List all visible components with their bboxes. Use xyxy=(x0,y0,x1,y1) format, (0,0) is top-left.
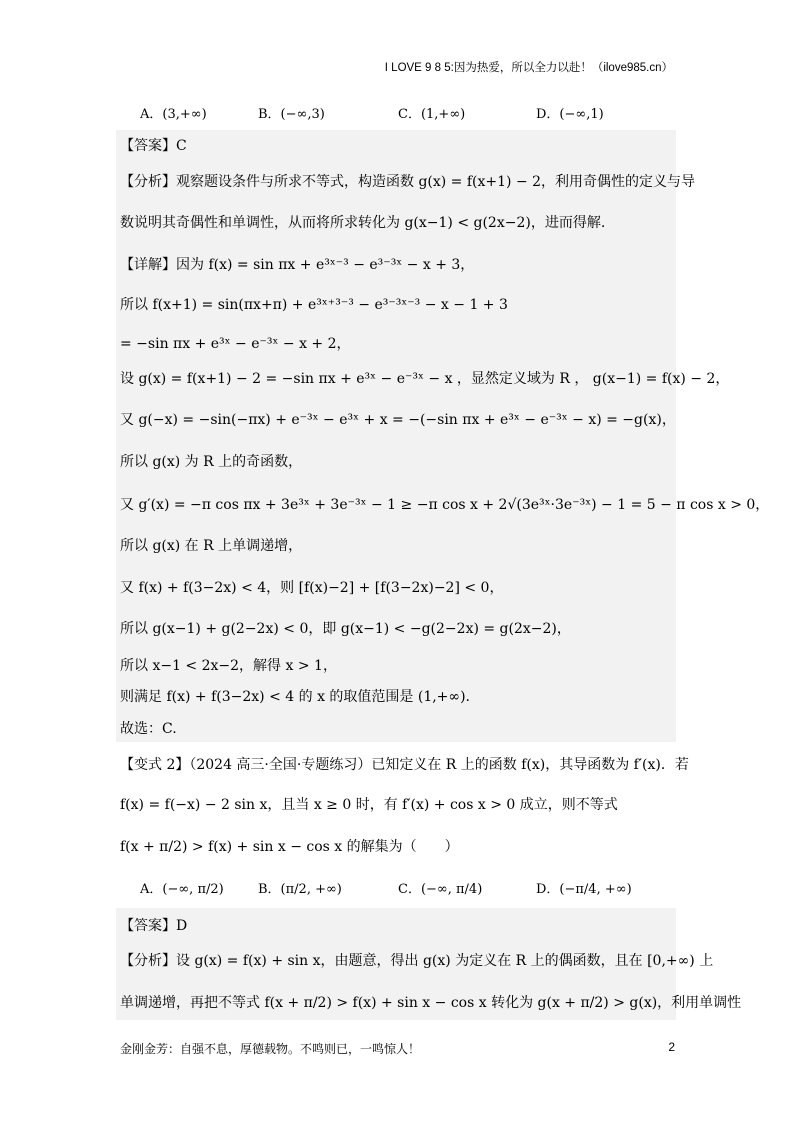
q1-detail-line-2: 所以 f(x+1) = sin(πx+π) + e³ˣ⁺³⁻³ − e³⁻³ˣ⁻³ − x − 1 + 3 xyxy=(120,297,508,313)
option-d: D．(−π/4, +∞) xyxy=(536,882,632,897)
option-b: B．(π/2, +∞) xyxy=(258,882,342,897)
option-a: A．(−∞, π/2) xyxy=(140,882,224,897)
q1-detail-line-6: 所以 g(x) 为 R 上的奇函数， xyxy=(120,454,303,470)
q1-detail-line-12: 则满足 f(x) + f(3−2x) < 4 的 x 的取值范围是 (1,+∞). xyxy=(120,689,470,705)
q1-detail-line-9: 又 f(x) + f(3−2x) < 4，则 [f(x)−2] + [f(3−2x)−2] < 0， xyxy=(120,580,504,596)
option-c: C．(1,+∞) xyxy=(398,107,466,122)
option-c: C．(−∞, π/4) xyxy=(398,882,483,897)
q2-analysis-line-1: 【分析】设 g(x) = f(x) + sin x，由题意，得出 g(x) 为定义在 R 上的偶函数，且在 [0,+∞) 上 xyxy=(120,953,714,969)
q2-stem-line-1: 【变式 2】（2024 高三·全国·专题练习）已知定义在 R 上的函数 f(x)，其导函数为 f′(x)．若 xyxy=(120,757,689,773)
option-a: A．(3,+∞) xyxy=(140,107,207,122)
q1-detail-line-13: 故选：C. xyxy=(120,721,177,737)
page-header: I LOVE 9 8 5:因为热爱，所以全力以赴！（ilove985.cn） xyxy=(384,62,673,74)
q1-detail-line-11: 所以 x−1 < 2x−2，解得 x > 1， xyxy=(120,658,337,674)
q1-answer: 【答案】C xyxy=(120,138,187,154)
q1-analysis-line-1: 【分析】观察题设条件与所求不等式，构造函数 g(x) = f(x+1) − 2，利用奇偶性的定义与导 xyxy=(120,174,696,190)
q1-detail-line-1: 【详解】因为 f(x) = sin πx + e³ˣ⁻³ − e³⁻³ˣ − x + 3， xyxy=(120,257,475,273)
q2-answer: 【答案】D xyxy=(120,918,188,934)
footer-motto: 金刚金芳：自强不息，厚德载物。不鸣则已，一鸣惊人！ xyxy=(120,1042,421,1056)
q2-stem-line-2: f(x) = f(−x) − 2 sin x，且当 x ≥ 0 时，有 f′(x) + cos x > 0 成立，则不等式 xyxy=(120,797,618,813)
q1-detail-line-4: 设 g(x) = f(x+1) − 2 = −sin πx + e³ˣ − e⁻³ˣ − x ，显然定义域为 R ， g(x−1) = f(x) − 2， xyxy=(120,371,730,387)
page-footer xyxy=(120,1040,675,1057)
q2-analysis-line-2: 单调递增，再把不等式 f(x + π/2) > f(x) + sin x − cos x 转化为 g(x + π/2) > g(x)，利用单调性 xyxy=(120,995,742,1011)
page-number: 2 xyxy=(668,1040,675,1054)
q1-detail-line-8: 所以 g(x) 在 R 上单调递增， xyxy=(120,538,303,554)
q1-detail-line-5: 又 g(−x) = −sin(−πx) + e⁻³ˣ − e³ˣ + x = −(−sin πx + e³ˣ − e⁻³ˣ − x) = −g(x)， xyxy=(120,412,676,428)
q1-analysis-line-2: 数说明其奇偶性和单调性，从而将所求转化为 g(x−1) < g(2x−2)，进而得解. xyxy=(120,215,606,231)
q1-detail-line-7: 又 g′(x) = −π cos πx + 3e³ˣ + 3e⁻³ˣ − 1 ≥ −π cos x + 2√(3e³ˣ·3e⁻³ˣ) − 1 = 5 − π cos x > 0， xyxy=(120,497,770,513)
q1-detail-line-10: 所以 g(x−1) + g(2−2x) < 0，即 g(x−1) < −g(2−2x) = g(2x−2)， xyxy=(120,621,571,637)
option-d: D．(−∞,1) xyxy=(536,107,604,122)
option-b: B．(−∞,3) xyxy=(258,107,325,122)
q1-detail-line-3: = −sin πx + e³ˣ − e⁻³ˣ − x + 2， xyxy=(120,336,351,352)
q2-stem-line-3: f(x + π/2) > f(x) + sin x − cos x 的解集为（ ） xyxy=(120,839,459,855)
